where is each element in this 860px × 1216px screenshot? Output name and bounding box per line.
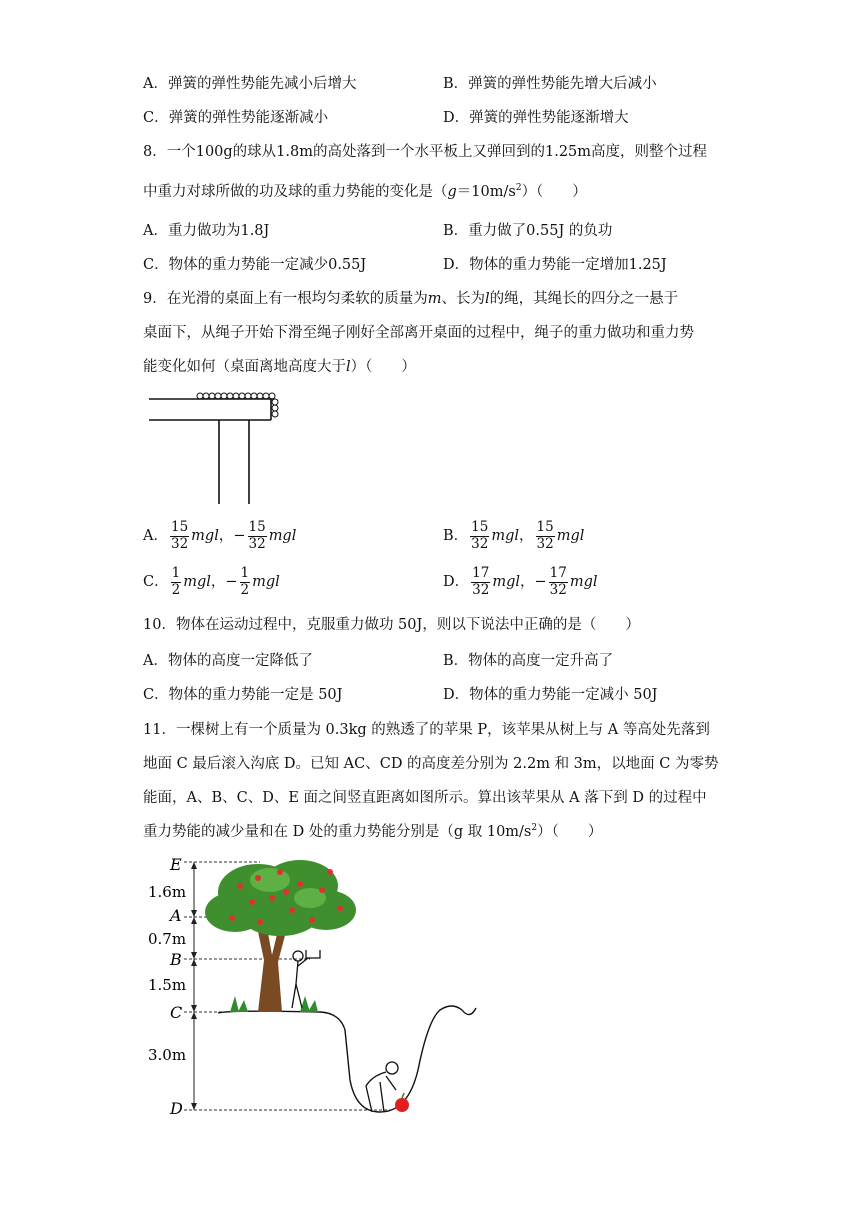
label-a: A	[170, 906, 182, 925]
q9-option-d: D． $\frac{17}{32}$ mgl，− $\frac{17}{32}$ mgl	[443, 565, 598, 598]
q9-stem-line2: 桌面下，从绳子开始下滑至绳子刚好全部离开桌面的过程中，绳子的重力做功和重力势	[143, 325, 694, 341]
q7-option-a: A．弹簧的弹性势能先减小后增大	[143, 76, 357, 92]
q11-stem-line3: 能面，A、B、C、D、E 面之间竖直距离如图所示。算出该苹果从 A 落下到 D 的过程中	[143, 790, 707, 806]
q11-tree-ditch-figure	[140, 850, 490, 1120]
q7-option-d: D．弹簧的弹性势能逐渐增大	[443, 110, 629, 126]
q7-option-b: B．弹簧的弹性势能先增大后减小	[443, 76, 657, 92]
q7-option-c: C．弹簧的弹性势能逐渐减小	[143, 110, 329, 126]
q8-stem-line2: 中重力对球所做的功及球的重力势能的变化是$(g=10m/s^2)$（ ）	[143, 183, 587, 200]
dist-bc: 1.5m	[148, 976, 187, 994]
label-b: B	[170, 950, 182, 969]
q9-option-a: A． $\frac{15}{32}$ mgl，− $\frac{15}{32}$ mgl	[143, 519, 297, 552]
label-c: C	[170, 1003, 183, 1022]
q10-stem: 10．物体在运动过程中，克服重力做功 50J，则以下说法中正确的是（ ）	[143, 617, 640, 633]
q9-table-rope-figure	[145, 388, 285, 510]
q10-option-b: B．物体的高度一定升高了	[443, 653, 614, 669]
label-d: D	[170, 1099, 183, 1118]
q8-option-d: D．物体的重力势能一定增加1.25J	[443, 257, 667, 273]
q9-option-c: C． $\frac{1}{2}$ mgl，− $\frac{1}{2}$ mgl	[143, 565, 280, 598]
label-e: E	[170, 855, 182, 874]
q10-option-c: C．物体的重力势能一定是 50J	[143, 687, 343, 703]
q9-stem-line1: 9．在光滑的桌面上有一根均匀柔软的质量为m、长为l的绳，其绳长的四分之一悬于	[143, 291, 679, 307]
q11-stem-line2: 地面 C 最后滚入沟底 D。已知 AC、CD 的高度差分别为 2.2m 和 3m，以地面 C 为零势	[143, 756, 719, 772]
dist-ab: 0.7m	[148, 930, 187, 948]
q8-option-b: B．重力做了0.55J 的负功	[443, 223, 613, 239]
q8-option-a: A．重力做功为1.8J	[143, 223, 270, 239]
apple-icon	[395, 1098, 409, 1112]
q11-stem-line4: 重力势能的减少量和在 D 处的重力势能分别是（g 取 $10m/s^2$）（ ）	[143, 823, 603, 840]
q8-option-c: C．物体的重力势能一定减少0.55J	[143, 257, 367, 273]
dist-cd: 3.0m	[148, 1046, 187, 1064]
q9-stem-line3: 能变化如何（桌面离地高度大于l）（ ）	[143, 359, 416, 375]
q11-stem-line1: 11．一棵树上有一个质量为 0.3kg 的熟透了的苹果 P，该苹果从树上与 A 等高处先落到	[143, 722, 710, 738]
q10-option-a: A．物体的高度一定降低了	[143, 653, 313, 669]
q10-option-d: D．物体的重力势能一定减小 50J	[443, 687, 658, 703]
q9-option-b: B． $\frac{15}{32}$ mgl， $\frac{15}{32}$ mgl	[443, 519, 585, 552]
q8-stem-line1: 8．一个100g的球从1.8m的高处落到一个水平板上又弹回到的1.25m高度，则整个过程	[143, 144, 708, 160]
dist-ea: 1.6m	[148, 883, 187, 901]
